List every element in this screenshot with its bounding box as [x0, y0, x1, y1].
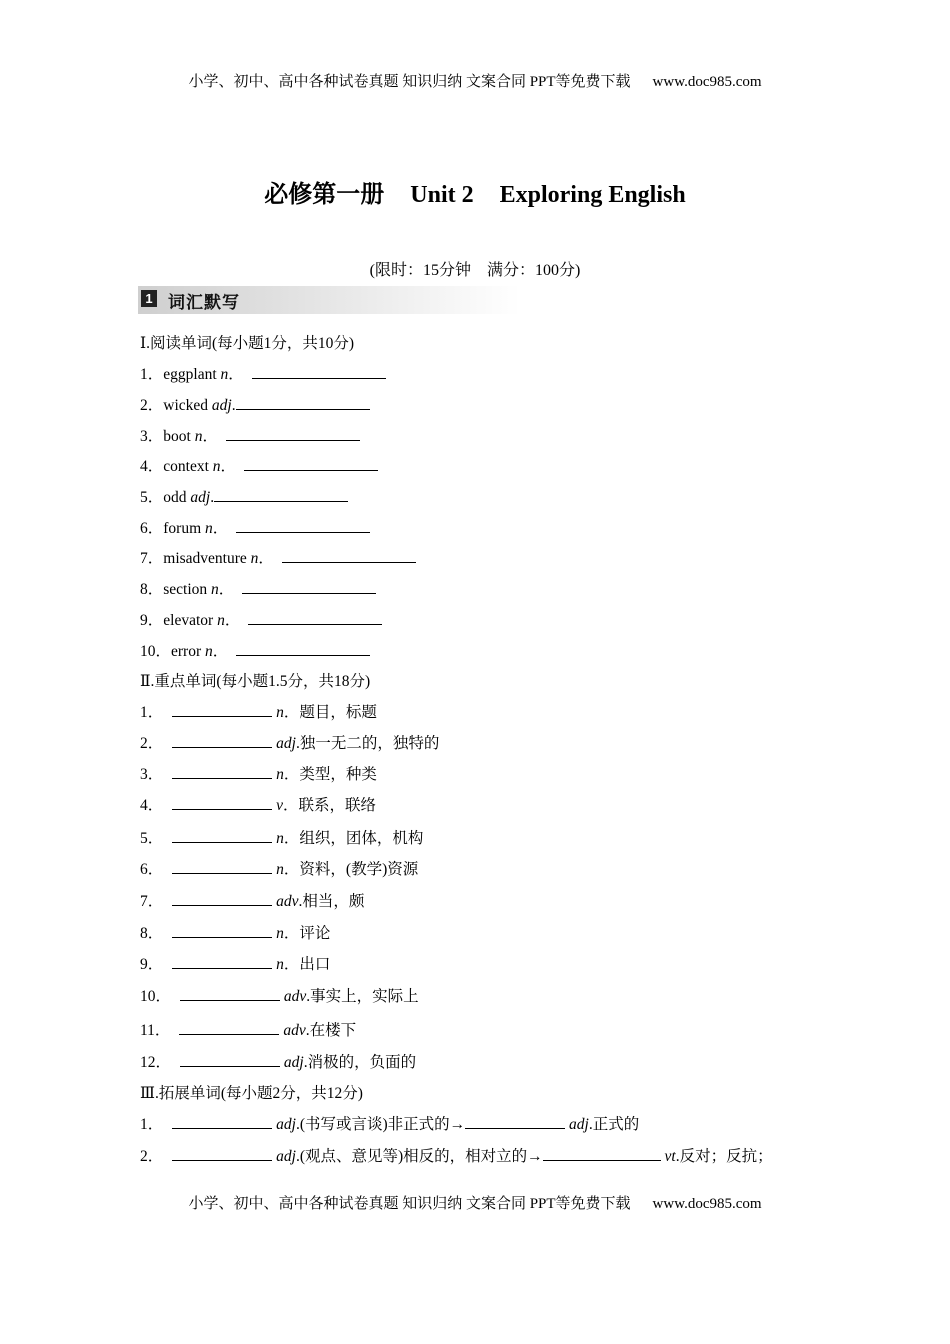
footer-banner — [0, 1192, 950, 1213]
banner-text: 小学、初中、高中各种试卷真题 知识归纳 文案合同 PPT等免费下载 — [188, 74, 631, 90]
answer-blank[interactable] — [236, 395, 370, 410]
title-unit: Unit 2 — [410, 182, 474, 208]
answer-blank[interactable] — [214, 487, 348, 502]
part3-heading: Ⅲ.拓展单词(每小题2分，共12分) — [140, 1085, 363, 1102]
list-item: 10．error n． — [140, 639, 370, 661]
page-title — [0, 174, 950, 209]
section-header — [138, 286, 520, 314]
answer-blank[interactable] — [172, 733, 272, 748]
list-item: 6． n．资料，(教学)资源 — [140, 861, 419, 878]
answer-blank[interactable] — [172, 795, 272, 810]
list-item: 10． adv.事实上，实际上 — [140, 988, 419, 1005]
list-item: 11． adv.在楼下 — [140, 1022, 357, 1039]
list-item: 8．section n． — [140, 577, 376, 599]
title-book: 必修第一册 — [264, 182, 385, 208]
answer-blank[interactable] — [248, 610, 382, 625]
list-item: 1． adj.(书写或言谈)非正式的→ adj.正式的 — [140, 1116, 640, 1133]
answer-blank[interactable] — [172, 702, 272, 717]
answer-blank[interactable] — [244, 456, 378, 471]
answer-blank[interactable] — [179, 1020, 279, 1035]
answer-blank[interactable] — [543, 1146, 661, 1161]
list-item: 2． adj.独一无二的，独特的 — [140, 735, 440, 752]
part1-heading: Ⅰ.阅读单词(每小题1分，共10分) — [140, 335, 355, 352]
part2-heading: Ⅱ.重点单词(每小题1.5分，共18分) — [140, 673, 371, 690]
list-item: 7．misadventure n． — [140, 546, 416, 568]
list-item: 5．odd adj. — [140, 485, 348, 507]
answer-blank[interactable] — [180, 986, 280, 1001]
header-banner — [0, 70, 950, 91]
section-number-badge: 1 — [141, 290, 157, 307]
banner-text: 小学、初中、高中各种试卷真题 知识归纳 文案合同 PPT等免费下载 — [188, 1196, 631, 1212]
list-item: 5． n．组织，团体，机构 — [140, 830, 424, 847]
list-item: 4． v．联系，联络 — [140, 797, 377, 814]
list-item: 1．eggplant n． — [140, 362, 386, 384]
list-item: 6．forum n． — [140, 516, 370, 538]
answer-blank[interactable] — [236, 518, 370, 533]
list-item: 2． adj.(观点、意见等)相反的，相对立的→ vt.反对；反抗； — [140, 1148, 773, 1165]
list-item: 4．context n． — [140, 454, 378, 476]
list-item: 7． adv.相当，颇 — [140, 893, 365, 910]
list-item: 8． n．评论 — [140, 925, 331, 942]
answer-blank[interactable] — [282, 548, 416, 563]
list-item: 2．wicked adj. — [140, 393, 370, 415]
time-limit: (限时：15分钟 满分：100分) — [369, 262, 581, 279]
list-item: 9．elevator n． — [140, 608, 382, 630]
list-item: 9． n．出口 — [140, 956, 331, 973]
answer-blank[interactable] — [180, 1052, 280, 1067]
answer-blank[interactable] — [226, 426, 360, 441]
answer-blank[interactable] — [172, 859, 272, 874]
answer-blank[interactable] — [172, 1146, 272, 1161]
answer-blank[interactable] — [172, 923, 272, 938]
answer-blank[interactable] — [172, 828, 272, 843]
answer-blank[interactable] — [172, 1114, 272, 1129]
answer-blank[interactable] — [242, 579, 376, 594]
answer-blank[interactable] — [236, 641, 370, 656]
answer-blank[interactable] — [172, 891, 272, 906]
answer-blank[interactable] — [172, 764, 272, 779]
list-item: 12． adj.消极的，负面的 — [140, 1054, 417, 1071]
banner-url[interactable]: www.doc985.com — [652, 1196, 762, 1212]
list-item: 3．boot n． — [140, 424, 360, 446]
section-label: 词汇默写 — [168, 293, 240, 313]
title-topic: Exploring English — [499, 182, 686, 208]
answer-blank[interactable] — [465, 1114, 565, 1129]
banner-url[interactable]: www.doc985.com — [652, 74, 762, 90]
list-item: 1． n．题目，标题 — [140, 704, 377, 721]
answer-blank[interactable] — [172, 954, 272, 969]
answer-blank[interactable] — [252, 364, 386, 379]
list-item: 3． n．类型，种类 — [140, 766, 377, 783]
